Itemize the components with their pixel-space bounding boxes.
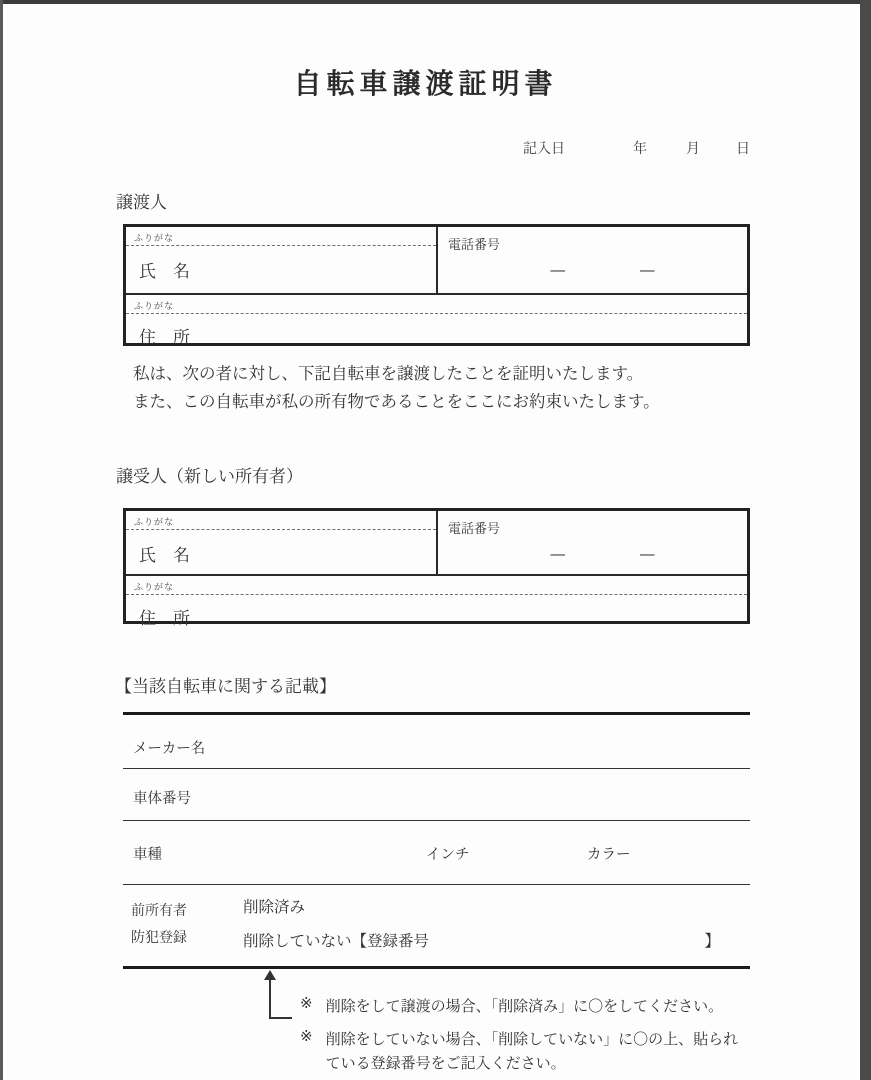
registration-row (123, 885, 750, 969)
type-label: 車種 (133, 847, 162, 863)
frame-number-row (123, 769, 750, 821)
transferor-phone-label: 電話番号 (448, 238, 501, 253)
phone-dash: — (549, 544, 566, 563)
prev-owner-label-line1: 前所有者 (131, 903, 187, 919)
transferor-furigana-label: ふりがな (126, 230, 436, 246)
not-deleted-option: 削除していない【登録番号 (243, 932, 430, 950)
transferor-name-cell (126, 227, 438, 293)
transferee-name-row (126, 511, 747, 574)
transferee-phone-cell (438, 511, 747, 574)
pointer-arrow-line (269, 979, 271, 1019)
transferor-section-label: 譲渡人 (116, 193, 167, 213)
note-1-marker: ※ (300, 994, 313, 1012)
note-2-marker: ※ (300, 1027, 313, 1045)
transferee-phone-label: 電話番号 (448, 522, 501, 537)
prev-owner-registration-label (131, 898, 187, 952)
deleted-option: 削除済み (243, 898, 306, 916)
prev-owner-label-line2: 防犯登録 (131, 930, 187, 946)
transferor-name-label: 氏 名 (139, 262, 190, 282)
transferor-table (123, 224, 750, 346)
transferor-address-furigana-label: ふりがな (126, 298, 747, 314)
type-inch-color-row (123, 821, 750, 885)
entry-date-month-label: 月 (686, 141, 700, 157)
entry-date-day-label: 日 (736, 141, 750, 157)
bicycle-info-table (123, 712, 750, 969)
transferee-phone-dashes (438, 544, 747, 563)
phone-dash: — (639, 260, 656, 279)
transferor-phone-dashes (438, 260, 747, 279)
maker-row (123, 715, 750, 769)
statement-line-1: 私は、次の者に対し、下記自転車を譲渡したことを証明いたします。 (133, 364, 644, 383)
note-2-text-line1: 削除をしていない場合、「削除していない」に〇の上、貼られ (325, 1030, 739, 1048)
page-edge-top (0, 0, 871, 4)
frame-number-label: 車体番号 (133, 791, 191, 807)
transferee-name-cell (126, 511, 438, 574)
transferee-name-label: 氏 名 (139, 546, 190, 566)
note-1 (300, 994, 723, 1018)
transferee-address-furigana-label: ふりがな (126, 579, 747, 595)
document-title: 自転車譲渡証明書 (293, 67, 558, 100)
entry-date-year-label: 年 (633, 141, 647, 157)
note-1-text: 削除をして譲渡の場合、「削除済み」に〇をしてください。 (325, 997, 724, 1015)
page-edge-left (0, 0, 3, 1080)
entry-date-label: 記入日 (523, 141, 565, 157)
transferee-furigana-label: ふりがな (126, 514, 436, 530)
statement-line-2: また、この自転車が私の所有物であることをここにお約束いたします。 (133, 392, 660, 411)
registration-number-closing-bracket: 】 (704, 932, 720, 950)
not-deleted-option-row (243, 929, 720, 951)
statement-paragraph (133, 360, 660, 416)
transferee-table (123, 508, 750, 629)
transferor-address-label: 住 所 (139, 328, 190, 348)
phone-dash: — (549, 260, 566, 279)
note-2-text (326, 1027, 739, 1075)
transferor-phone-cell (438, 227, 747, 293)
maker-label: メーカー名 (133, 741, 206, 757)
note-2 (300, 1027, 738, 1075)
transferor-name-row (126, 227, 747, 293)
pointer-arrow-foot (269, 1017, 292, 1019)
bicycle-section-label: 【当該自転車に関する記載】 (115, 677, 336, 697)
transferee-address-label: 住 所 (139, 609, 190, 629)
note-2-text-line2: ている登録番号をご記入ください。 (325, 1054, 566, 1072)
phone-dash: — (639, 544, 656, 563)
color-label: カラー (587, 847, 631, 863)
transferee-address-row (126, 574, 747, 629)
transferor-address-row (126, 293, 747, 348)
transferee-section-label: 譲受人（新しい所有者） (116, 467, 303, 487)
page-edge-right (860, 0, 871, 1080)
inch-label: インチ (426, 847, 470, 863)
